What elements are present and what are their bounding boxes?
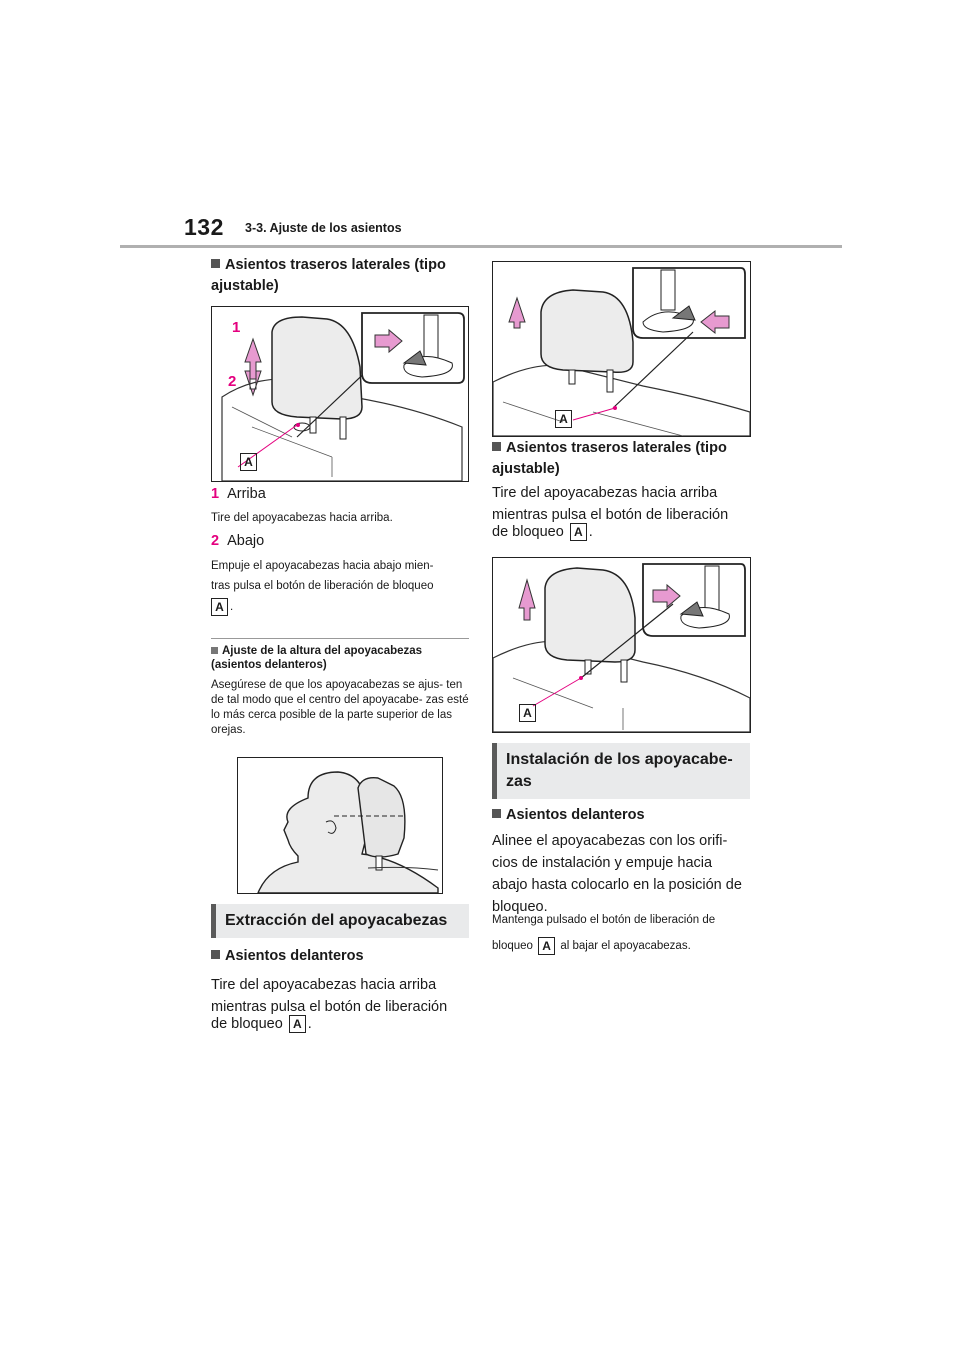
note-heading: Ajuste de la altura del apoyacabezas (asientos delanteros) (211, 645, 423, 671)
install-callout-a: A (538, 937, 555, 955)
install-text: Alinee el apoyacabezas con los orifi- cios de instalación y empuje hacia abajo hasta colocarlo en la posición de bloqueo. (492, 833, 742, 915)
bullet-square-icon (492, 442, 501, 451)
figure-rear-adjust (211, 306, 469, 482)
front-seats-heading-2: Asientos delanteros (492, 805, 645, 826)
front-callout-line: de bloqueo A . (211, 1016, 312, 1032)
rear-adjustable-heading: Asientos traseros laterales (tipo ajustable) (211, 257, 446, 294)
install-note-line2: bloqueo A al bajar el apoyacabezas. (492, 939, 691, 953)
bullet-square-icon (211, 950, 220, 959)
rear-adjustable-heading-2: Asientos traseros laterales (tipo ajustable) (492, 440, 727, 477)
rear-callout-a: A (570, 523, 587, 541)
front-callout-a: A (289, 1015, 306, 1033)
step2-callout-a: A (211, 598, 228, 616)
install-note-line1: Mantenga pulsado el botón de liberación de (492, 914, 716, 926)
figure-removal-front (492, 261, 751, 437)
fig1-label-up: 1 (232, 319, 241, 336)
rear-text: Tire del apoyacabezas hacia arriba mientras pulsa el botón de liberación (492, 485, 729, 523)
step2-text-line1: Empuje el apoyacabezas hacia abajo mien- (211, 560, 434, 572)
fig1-callout-a: A (240, 453, 257, 471)
page-number: 132 (184, 214, 224, 240)
front-seats-heading: Asientos delanteros (211, 946, 364, 967)
bullet-square-icon (211, 259, 220, 268)
note-bullet-icon (211, 647, 218, 654)
bullet-square-icon (492, 809, 501, 818)
section-title: 3-3. Ajuste de los asientos (245, 221, 402, 235)
step2-callout-line: A . (211, 598, 233, 616)
note-text: Asegúrese de que los apoyacabezas se ajus- ten de tal modo que el centro del apoyacabe- zas esté lo más cerca posible de la parte superior de las orejas. (211, 679, 469, 736)
fig-mid-callout-a: A (519, 704, 536, 722)
step2-label: 2 Abajo (211, 533, 265, 549)
step1-text: Tire del apoyacabezas hacia arriba. (211, 512, 393, 524)
figure-removal-rear (492, 557, 751, 733)
fig1-label-down: 2 (228, 373, 237, 390)
rear-callout-line: de bloqueo A . (492, 524, 593, 540)
fig-top-callout-a: A (555, 410, 572, 428)
header-divider (120, 245, 842, 248)
section-heading-removal: Extracción del apoyacabezas (211, 904, 469, 938)
step1-label: 1 Arriba (211, 486, 266, 502)
section-heading-install: Instalación de los apoyacabe- zas (492, 743, 750, 799)
figure-head-height (237, 757, 443, 894)
note-divider (211, 638, 469, 639)
step2-text-line2: tras pulsa el botón de liberación de bloqueo (211, 580, 434, 592)
front-text: Tire del apoyacabezas hacia arriba mientras pulsa el botón de liberación (211, 977, 448, 1015)
